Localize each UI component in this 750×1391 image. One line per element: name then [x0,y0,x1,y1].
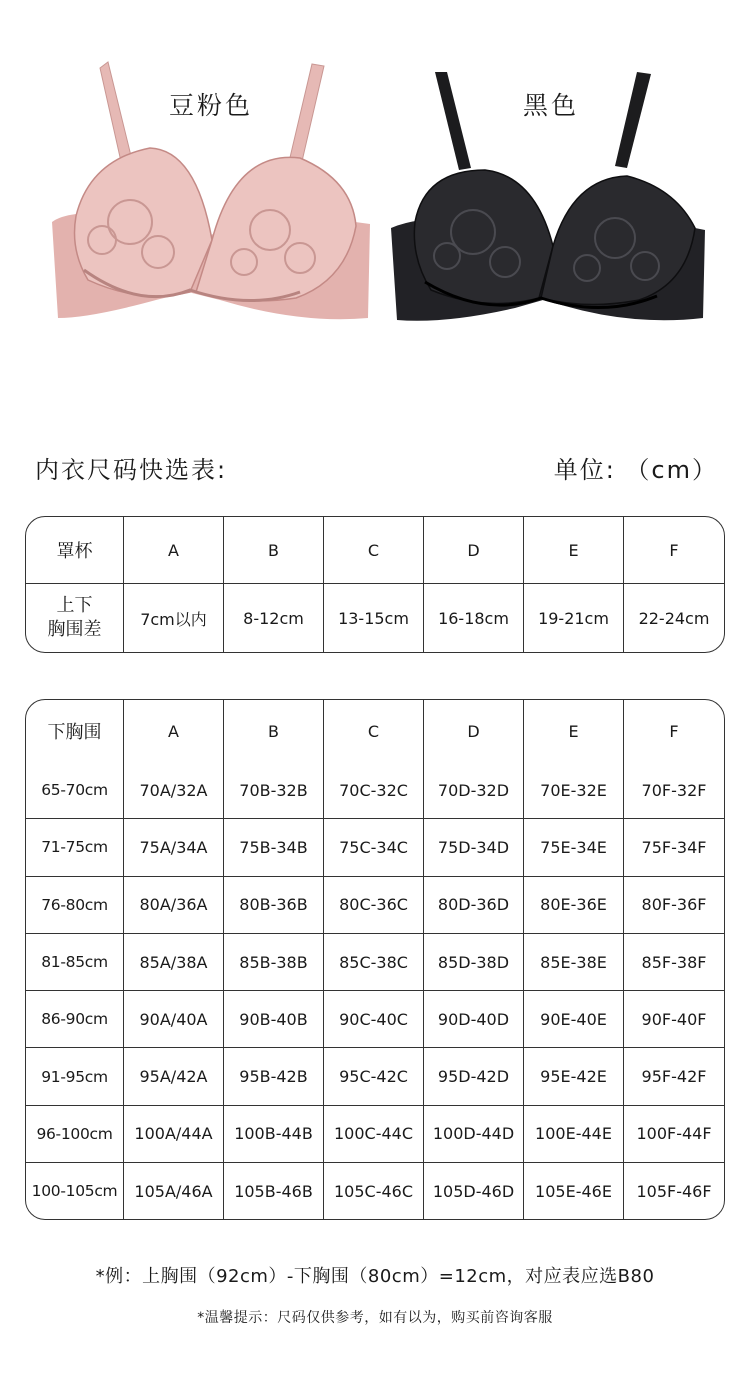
size-cell: 90B-40B [224,991,324,1048]
size-cell: 70B-32B [224,762,324,819]
size-cell: 75A/34A [124,819,224,876]
product-pink[interactable] [0,0,375,360]
size-cell: 70F-32F [624,762,724,819]
table-row [26,517,724,584]
size-cell: 100A/44A [124,1106,224,1163]
bra-pink-icon [0,0,375,360]
size-cell: 70D-32D [424,762,524,819]
size-cell: 75E-34E [524,819,624,876]
size-cell: 85D-38D [424,934,524,991]
size-cell: 80A/36A [124,877,224,934]
table-row [26,584,724,652]
size-cell: 105F-46F [636,1181,712,1201]
cup-letter: D [424,700,524,762]
table-row [26,1048,724,1105]
size-cell: 70E-32E [524,762,624,819]
bra-black-icon [375,0,750,360]
bust-difference-value: 16-18cm [424,584,524,652]
table-row [26,762,724,819]
size-cell: 75D-34D [424,819,524,876]
size-cell: 105A/46A [124,1163,224,1219]
size-cell: 90A/40A [124,991,224,1048]
band-range-cell: 96-100cm [26,1106,124,1163]
size-cell: 80E-36E [524,877,624,934]
size-cell: 90F-40F [624,991,724,1048]
color-label: 黑色 [522,91,579,120]
cup-letter: A [124,700,224,762]
band-header-label: 下胸围 [26,700,124,762]
color-label: 豆粉色 [168,91,253,120]
size-cell: 85F-38F [624,934,724,991]
table-row [26,934,724,991]
size-cell: 100D-44D [424,1106,524,1163]
size-cell: 105B-46B [224,1163,324,1219]
size-cell: 80B-36B [224,877,324,934]
tip-note: *温馨提示：尺码仅供参考，如有以为，购买前咨询客服 [197,1310,553,1326]
cup-letter: B [224,700,324,762]
cup-header-label: 罩杯 [26,517,124,584]
table-row [26,1106,724,1163]
size-cell: 80F-36F [624,877,724,934]
size-cell: 95E-42E [524,1048,624,1105]
band-range-cell: 91-95cm [26,1048,124,1105]
table-row [26,877,724,934]
size-cell: 100F-44F [624,1106,724,1163]
bust-difference-label: 上下 胸围差 [26,584,124,652]
size-cell: 95A/42A [124,1048,224,1105]
bust-difference-value: 7cm以内 [124,584,224,652]
table-row [26,991,724,1048]
product-images [0,0,750,360]
cup-letter: C [324,517,424,584]
band-range-cell: 65-70cm [26,762,124,819]
cup-letter: F [669,721,679,741]
example-note: *例：上胸围（92cm）-下胸围（80cm）=12cm，对应表应选B80 [95,1266,655,1287]
size-cell: 105D-46D [424,1163,524,1219]
size-cell: 90C-40C [324,991,424,1048]
band-range-cell: 100-105cm [26,1163,124,1219]
size-cell: 85A/38A [124,934,224,991]
cup-difference-table [25,516,725,653]
size-cell: 105C-46C [324,1163,424,1219]
size-cell: 95D-42D [424,1048,524,1105]
bust-difference-value: 22-24cm [638,608,710,628]
product-black[interactable] [375,0,750,360]
band-range-cell: 86-90cm [26,991,124,1048]
size-cell: 80C-36C [324,877,424,934]
cup-letter: D [424,517,524,584]
cup-letter: A [124,517,224,584]
size-cell: 95B-42B [224,1048,324,1105]
size-cell: 85C-38C [324,934,424,991]
table-header-row [26,700,724,762]
band-range-cell: 76-80cm [26,877,124,934]
band-range-cell: 81-85cm [26,934,124,991]
size-cell: 85B-38B [224,934,324,991]
size-rows [26,762,724,1219]
size-guide-header [0,450,750,486]
size-cell: 95C-42C [324,1048,424,1105]
band-range-cell: 71-75cm [26,819,124,876]
size-cell: 90E-40E [524,991,624,1048]
size-chart-table [25,699,725,1220]
size-cell: 90D-40D [424,991,524,1048]
size-cell: 80D-36D [424,877,524,934]
cup-letter: C [324,700,424,762]
size-cell: 100B-44B [224,1106,324,1163]
bust-difference-value: 8-12cm [224,584,324,652]
unit-label: 单位: （cm） [553,456,718,484]
size-cell: 75B-34B [224,819,324,876]
size-cell: 85E-38E [524,934,624,991]
cup-letter: E [524,700,624,762]
table-row [26,819,724,876]
size-cell: 75F-34F [624,819,724,876]
size-cell: 75C-34C [324,819,424,876]
size-cell: 105E-46E [524,1163,624,1219]
cup-letter: B [224,517,324,584]
bust-difference-value: 19-21cm [524,584,624,652]
cup-letter: E [524,517,624,584]
size-cell: 70A/32A [124,762,224,819]
table-row [26,1163,724,1219]
cup-letter: F [624,517,724,584]
size-guide-title: 内衣尺码快选表: [35,456,228,484]
size-cell: 100C-44C [324,1106,424,1163]
size-cell: 95F-42F [624,1048,724,1105]
size-cell: 70C-32C [324,762,424,819]
size-cell: 100E-44E [524,1106,624,1163]
bust-difference-value: 13-15cm [324,584,424,652]
